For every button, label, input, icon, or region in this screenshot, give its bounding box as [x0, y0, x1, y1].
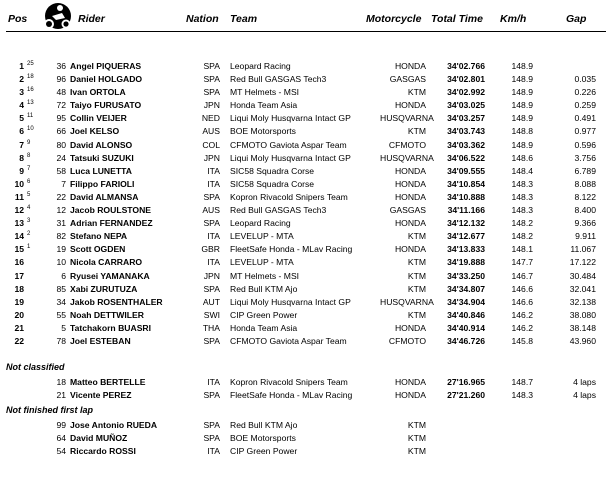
cell-number: 95 — [56, 113, 66, 123]
cell-pos: 8 — [19, 153, 24, 163]
cell-rider: Riccardo ROSSI — [70, 446, 136, 456]
cell-team: Liqui Moly Husqvarna Intact GP — [230, 153, 351, 163]
cell-motorcycle: KTM — [407, 310, 426, 320]
cell-kmh: 148.9 — [511, 87, 533, 97]
cell-rider: Tatchakorn BUASRI — [70, 323, 152, 333]
cell-nation: SPA — [203, 87, 220, 97]
cell-gap: 4 laps — [573, 390, 596, 400]
cell-nation: SPA — [203, 74, 220, 84]
cell-team: LEVELUP - MTA — [230, 231, 294, 241]
cell-nation: SPA — [203, 420, 220, 430]
header-pos: Pos — [8, 13, 28, 25]
table-row — [0, 376, 612, 389]
cell-gap: 6.789 — [574, 166, 596, 176]
cell-motorcycle: HONDA — [394, 218, 426, 228]
cell-kmh: 148.2 — [511, 218, 533, 228]
cell-team: Kopron Rivacold Snipers Team — [230, 377, 348, 387]
cell-grid: 11 — [27, 113, 34, 119]
table-row — [0, 296, 612, 309]
cell-motorcycle: KTM — [407, 271, 426, 281]
cell-team: Leopard Racing — [230, 61, 291, 71]
cell-motorcycle: CFMOTO — [388, 336, 426, 346]
cell-grid: 9 — [27, 140, 31, 146]
cell-rider: Daniel HOLGADO — [70, 74, 143, 84]
cell-motorcycle: KTM — [407, 446, 426, 456]
cell-nation: SPA — [203, 284, 220, 294]
cell-number: 21 — [56, 390, 66, 400]
cell-gap: 43.960 — [569, 336, 596, 346]
header-gap: Gap — [566, 13, 587, 25]
cell-total-time: 34'09.555 — [447, 166, 485, 176]
cell-rider: Adrian FERNANDEZ — [70, 218, 153, 228]
cell-kmh: 148.9 — [511, 61, 533, 71]
cell-nation: SPA — [203, 192, 220, 202]
cell-kmh: 148.3 — [511, 192, 533, 202]
cell-gap: 0.035 — [574, 74, 596, 84]
cell-team: CIP Green Power — [230, 310, 298, 320]
header-kmh: Km/h — [500, 13, 527, 25]
cell-total-time: 34'34.904 — [447, 297, 485, 307]
table-row — [0, 322, 612, 335]
table-row — [0, 152, 612, 165]
cell-pos: 9 — [19, 166, 24, 176]
cell-number: 72 — [56, 100, 66, 110]
cell-nation: ITA — [207, 231, 220, 241]
cell-motorcycle: KTM — [407, 420, 426, 430]
cell-gap: 9.911 — [575, 231, 596, 241]
table-row — [0, 309, 612, 322]
table-row — [0, 445, 612, 458]
cell-grid: 8 — [27, 153, 31, 159]
cell-team: Red Bull KTM Ajo — [230, 420, 298, 430]
cell-number: 36 — [56, 61, 66, 71]
section-not-finished-first-lap: Not finished first lap — [6, 405, 94, 415]
cell-nation: ITA — [207, 179, 220, 189]
cell-number: 55 — [56, 310, 66, 320]
cell-gap: 17.122 — [569, 257, 596, 267]
cell-total-time: 34'40.846 — [447, 310, 485, 320]
table-row — [0, 178, 612, 191]
cell-kmh: 148.7 — [511, 377, 533, 387]
header-total-time: Total Time — [431, 13, 483, 25]
cell-pos: 18 — [14, 284, 24, 294]
table-row — [0, 191, 612, 204]
cell-pos: 3 — [19, 87, 24, 97]
cell-nation: ITA — [207, 446, 220, 456]
cell-motorcycle: HUSQVARNA — [380, 153, 434, 163]
cell-rider: Ivan ORTOLA — [70, 87, 126, 97]
cell-rider: Jose Antonio RUEDA — [70, 420, 158, 430]
cell-motorcycle: GASGAS — [389, 74, 426, 84]
cell-team: CIP Green Power — [230, 446, 298, 456]
cell-number: 66 — [56, 126, 66, 136]
cell-number: 85 — [56, 284, 66, 294]
cell-nation: NED — [201, 113, 220, 123]
cell-pos: 15 — [14, 244, 24, 254]
cell-rider: Collin VEIJER — [70, 113, 127, 123]
table-row — [0, 256, 612, 269]
cell-total-time: 34'06.522 — [447, 153, 485, 163]
cell-grid: 7 — [27, 166, 31, 172]
cell-kmh: 148.3 — [511, 390, 533, 400]
cell-gap: 32.041 — [569, 284, 596, 294]
cell-kmh: 147.7 — [511, 257, 533, 267]
cell-team: Red Bull GASGAS Tech3 — [230, 205, 327, 215]
cell-number: 10 — [56, 257, 66, 267]
cell-number: 24 — [56, 153, 66, 163]
cell-nation: JPN — [203, 100, 220, 110]
cell-rider: Jacob ROULSTONE — [70, 205, 152, 215]
cell-kmh: 148.1 — [511, 244, 533, 254]
cell-pos: 5 — [19, 113, 24, 123]
cell-kmh: 148.2 — [511, 231, 533, 241]
cell-gap: 0.491 — [574, 113, 596, 123]
cell-total-time: 34'11.166 — [447, 205, 485, 215]
cell-rider: Scott OGDEN — [70, 244, 126, 254]
cell-pos: 4 — [19, 100, 24, 110]
cell-number: 6 — [61, 271, 66, 281]
header-nation: Nation — [186, 13, 219, 25]
cell-pos: 10 — [14, 179, 24, 189]
cell-total-time: 34'10.854 — [447, 179, 485, 189]
cell-number: 18 — [56, 377, 66, 387]
header-motorcycle: Motorcycle — [366, 13, 422, 25]
cell-team: CFMOTO Gaviota Aspar Team — [230, 140, 347, 150]
cell-kmh: 148.9 — [511, 74, 533, 84]
cell-number: 22 — [56, 192, 66, 202]
cell-motorcycle: HONDA — [394, 100, 426, 110]
cell-team: Liqui Moly Husqvarna Intact GP — [230, 297, 351, 307]
cell-total-time: 34'13.833 — [447, 244, 485, 254]
cell-pos: 17 — [14, 271, 24, 281]
cell-kmh: 146.7 — [511, 271, 533, 281]
cell-rider: Taiyo FURUSATO — [70, 100, 142, 110]
cell-number: 34 — [56, 297, 66, 307]
cell-gap: 32.138 — [569, 297, 596, 307]
table-row — [0, 125, 612, 138]
cell-pos: 19 — [14, 297, 24, 307]
cell-nation: ITA — [207, 257, 220, 267]
cell-nation: SPA — [203, 390, 220, 400]
table-row — [0, 217, 612, 230]
cell-grid: 5 — [27, 192, 31, 198]
cell-rider: Vicente PEREZ — [70, 390, 132, 400]
cell-motorcycle: HONDA — [394, 323, 426, 333]
cell-total-time: 34'19.888 — [447, 257, 485, 267]
cell-rider: Joel KELSO — [70, 126, 120, 136]
cell-number: 31 — [56, 218, 66, 228]
cell-team: Kopron Rivacold Snipers Team — [230, 192, 348, 202]
cell-team: LEVELUP - MTA — [230, 257, 294, 267]
cell-motorcycle: KTM — [407, 284, 426, 294]
cell-number: 5 — [61, 323, 66, 333]
cell-gap: 0.977 — [574, 126, 596, 136]
cell-gap: 8.122 — [574, 192, 596, 202]
cell-nation: ITA — [207, 377, 220, 387]
cell-team: Leopard Racing — [230, 218, 291, 228]
cell-number: 48 — [56, 87, 66, 97]
header-team: Team — [230, 13, 258, 25]
cell-nation: SPA — [203, 336, 220, 346]
cell-number: 19 — [56, 244, 66, 254]
cell-gap: 0.596 — [574, 140, 596, 150]
cell-grid: 6 — [27, 179, 31, 185]
cell-kmh: 148.4 — [511, 166, 533, 176]
cell-gap: 38.148 — [569, 323, 596, 333]
cell-total-time: 34'12.132 — [447, 218, 485, 228]
cell-team: Liqui Moly Husqvarna Intact GP — [230, 113, 351, 123]
cell-motorcycle: KTM — [407, 257, 426, 267]
cell-rider: Jakob ROSENTHALER — [70, 297, 163, 307]
cell-gap: 11.067 — [570, 244, 596, 254]
cell-kmh: 148.9 — [511, 113, 533, 123]
cell-team: MT Helmets - MSI — [230, 87, 300, 97]
cell-rider: Xabi ZURUTUZA — [70, 284, 138, 294]
cell-gap: 9.366 — [574, 218, 596, 228]
cell-number: 54 — [56, 446, 66, 456]
cell-total-time: 34'10.888 — [447, 192, 485, 202]
cell-team: Honda Team Asia — [230, 323, 298, 333]
cell-kmh: 148.6 — [511, 153, 533, 163]
cell-motorcycle: HONDA — [394, 61, 426, 71]
cell-motorcycle: KTM — [407, 433, 426, 443]
cell-rider: Joel ESTEBAN — [70, 336, 131, 346]
table-row — [0, 86, 612, 99]
cell-pos: 14 — [14, 231, 24, 241]
cell-kmh: 148.3 — [511, 205, 533, 215]
cell-grid: 13 — [27, 100, 34, 106]
cell-rider: Noah DETTWILER — [70, 310, 144, 320]
cell-rider: Matteo BERTELLE — [70, 377, 146, 387]
cell-kmh: 148.8 — [511, 126, 533, 136]
cell-team: FleetSafe Honda - MLav Racing — [230, 390, 353, 400]
cell-kmh: 146.2 — [511, 310, 533, 320]
cell-nation: THA — [202, 323, 220, 333]
cell-team: FleetSafe Honda - MLav Racing — [230, 244, 353, 254]
cell-number: 64 — [56, 433, 66, 443]
cell-total-time: 34'03.257 — [447, 113, 485, 123]
cell-kmh: 148.3 — [511, 179, 533, 189]
cell-total-time: 34'02.801 — [447, 74, 485, 84]
cell-kmh: 146.6 — [511, 284, 533, 294]
cell-kmh: 145.8 — [511, 336, 533, 346]
table-row — [0, 283, 612, 296]
cell-total-time: 27'16.965 — [447, 377, 485, 387]
header-rider: Rider — [78, 13, 105, 25]
table-row — [0, 60, 612, 73]
cell-team: BOE Motorsports — [230, 433, 296, 443]
cell-total-time: 34'40.914 — [447, 323, 485, 333]
cell-nation: JPN — [203, 153, 220, 163]
cell-grid: 25 — [27, 61, 34, 67]
cell-pos: 20 — [14, 310, 24, 320]
cell-grid: 3 — [27, 218, 31, 224]
cell-nation: SWI — [203, 310, 220, 320]
cell-motorcycle: HUSQVARNA — [380, 113, 434, 123]
cell-team: Red Bull KTM Ajo — [230, 284, 298, 294]
cell-total-time: 34'12.677 — [447, 231, 485, 241]
table-row — [0, 99, 612, 112]
cell-total-time: 34'02.766 — [447, 61, 485, 71]
cell-motorcycle: GASGAS — [389, 205, 426, 215]
cell-total-time: 34'34.807 — [447, 284, 485, 294]
cell-nation: SPA — [203, 218, 220, 228]
table-row — [0, 165, 612, 178]
cell-pos: 22 — [14, 336, 24, 346]
cell-gap: 38.080 — [569, 310, 596, 320]
cell-grid: 10 — [27, 126, 34, 132]
cell-kmh: 146.6 — [511, 297, 533, 307]
cell-pos: 16 — [14, 257, 24, 267]
cell-team: SIC58 Squadra Corse — [230, 179, 315, 189]
table-row — [0, 243, 612, 256]
cell-pos: 7 — [19, 140, 24, 150]
cell-team: Honda Team Asia — [230, 100, 298, 110]
cell-rider: David ALMANSA — [70, 192, 139, 202]
cell-team: MT Helmets - MSI — [230, 271, 300, 281]
cell-pos: 1 — [19, 61, 24, 71]
cell-pos: 12 — [14, 205, 24, 215]
cell-rider: Stefano NEPA — [70, 231, 128, 241]
cell-gap: 8.400 — [574, 205, 596, 215]
cell-grid: 1 — [27, 244, 31, 250]
cell-nation: ITA — [207, 166, 220, 176]
cell-motorcycle: HONDA — [394, 390, 426, 400]
cell-team: CFMOTO Gaviota Aspar Team — [230, 336, 347, 346]
cell-gap: 3.756 — [574, 153, 596, 163]
cell-grid: 2 — [27, 231, 31, 237]
cell-number: 99 — [56, 420, 66, 430]
cell-team: BOE Motorsports — [230, 126, 296, 136]
cell-gap: 8.088 — [574, 179, 596, 189]
cell-motorcycle: HONDA — [394, 192, 426, 202]
cell-kmh: 148.9 — [511, 140, 533, 150]
cell-nation: JPN — [203, 271, 220, 281]
cell-motorcycle: HUSQVARNA — [380, 297, 434, 307]
cell-total-time: 34'46.726 — [447, 336, 485, 346]
cell-motorcycle: KTM — [407, 231, 426, 241]
table-row — [0, 389, 612, 402]
cell-motorcycle: HONDA — [394, 244, 426, 254]
cell-rider: Ryusei YAMANAKA — [70, 271, 150, 281]
cell-motorcycle: HONDA — [394, 377, 426, 387]
cell-pos: 11 — [14, 192, 24, 202]
cell-team: SIC58 Squadra Corse — [230, 166, 315, 176]
cell-gap: 4 laps — [573, 377, 596, 387]
cell-gap: 0.259 — [574, 100, 596, 110]
cell-total-time: 34'33.250 — [447, 271, 485, 281]
cell-number: 78 — [56, 336, 66, 346]
cell-total-time: 34'03.743 — [447, 126, 485, 136]
cell-motorcycle: HONDA — [394, 179, 426, 189]
cell-grid: 18 — [27, 74, 34, 80]
cell-number: 58 — [56, 166, 66, 176]
cell-motorcycle: KTM — [407, 87, 426, 97]
table-row — [0, 139, 612, 152]
cell-nation: AUS — [202, 126, 220, 136]
cell-rider: Nicola CARRARO — [70, 257, 143, 267]
cell-gap: 30.484 — [569, 271, 596, 281]
cell-team: Red Bull GASGAS Tech3 — [230, 74, 327, 84]
cell-pos: 13 — [14, 218, 24, 228]
cell-kmh: 146.2 — [511, 323, 533, 333]
cell-rider: Luca LUNETTA — [70, 166, 132, 176]
cell-rider: David MUÑOZ — [70, 433, 128, 443]
cell-motorcycle: CFMOTO — [388, 140, 426, 150]
cell-rider: Angel PIQUERAS — [70, 61, 142, 71]
cell-total-time: 34'02.992 — [447, 87, 485, 97]
cell-nation: SPA — [203, 61, 220, 71]
cell-motorcycle: KTM — [407, 126, 426, 136]
cell-nation: COL — [202, 140, 220, 150]
cell-grid: 16 — [27, 87, 34, 93]
cell-pos: 21 — [14, 323, 24, 333]
cell-nation: SPA — [203, 433, 220, 443]
cell-number: 96 — [56, 74, 66, 84]
cell-pos: 2 — [19, 74, 24, 84]
table-row — [0, 112, 612, 125]
cell-kmh: 148.9 — [511, 100, 533, 110]
cell-motorcycle: HONDA — [394, 166, 426, 176]
cell-rider: David ALONSO — [70, 140, 133, 150]
table-row — [0, 335, 612, 348]
cell-total-time: 34'03.025 — [447, 100, 485, 110]
cell-number: 80 — [56, 140, 66, 150]
table-row — [0, 270, 612, 283]
cell-pos: 6 — [19, 126, 24, 136]
cell-nation: GBR — [201, 244, 220, 254]
cell-number: 7 — [61, 179, 66, 189]
cell-rider: Filippo FARIOLI — [70, 179, 135, 189]
cell-total-time: 27'21.260 — [447, 390, 485, 400]
table-row — [0, 432, 612, 445]
cell-number: 12 — [56, 205, 66, 215]
cell-nation: AUT — [202, 297, 220, 307]
section-not-classified: Not classified — [6, 362, 65, 372]
cell-number: 82 — [56, 231, 66, 241]
cell-grid: 4 — [27, 205, 31, 211]
table-row — [0, 204, 612, 217]
table-row — [0, 230, 612, 243]
cell-nation: AUS — [202, 205, 220, 215]
table-row — [0, 73, 612, 86]
cell-total-time: 34'03.362 — [447, 140, 485, 150]
table-row — [0, 419, 612, 432]
cell-rider: Tatsuki SUZUKI — [70, 153, 134, 163]
cell-gap: 0.226 — [574, 87, 596, 97]
